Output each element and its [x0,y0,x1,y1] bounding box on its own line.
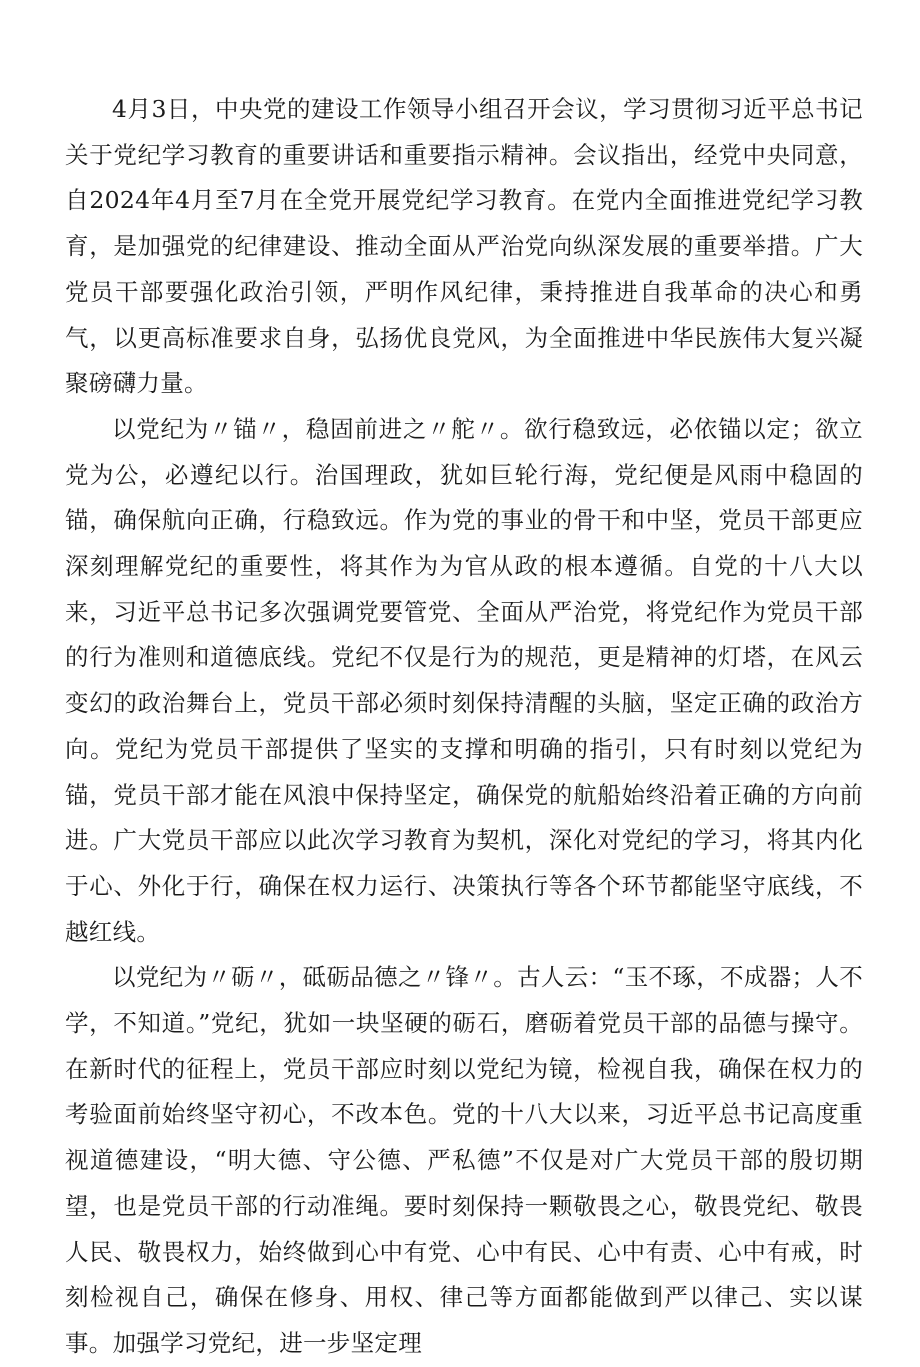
paragraph-3: 以党纪为〃砺〃，砥砺品德之〃锋〃。古人云：“玉不琢，不成器；人不学，不知道。”党纪，犹如一块坚硬的砺石，磨砺着党员干部的品德与操守。在新时代的征程上，党员干部应时刻以党纪为镜，检视自我，确保在权力的考验面前始终坚守初心，不改本色。党的十八大以来，习近平总书记高度重视道德建设，“明大德、守公德、严私德”不仅是对广大党员干部的殷切期望，也是党员干部的行动准绳。要时刻保持一颗敬畏之心，敬畏党纪、敬畏人民、敬畏权力，始终做到心中有党、心中有民、心中有责、心中有戒，时刻检视自己，确保在修身、用权、律己等方面都能做到严以律己、实以谋事。加强学习党纪，进一步坚定理 [65,963,863,1357]
paragraph-1: 4月3日，中央党的建设工作领导小组召开会议，学习贯彻习近平总书记关于党纪学习教育的重要讲话和重要指示精神。会议指出，经党中央同意，自2024年4月至7月在全党开展党纪学习教育。在党内全面推进党纪学习教育，是加强党的纪律建设、推动全面从严治党向纵深发展的重要举措。广大党员干部要强化政治引领，严明作风纪律，秉持推进自我革命的决心和勇气，以更高标准要求自身，弘扬优良党风，为全面推进中华民族伟大复兴凝聚磅礴力量。 [65,95,863,398]
article-body [65,87,863,1367]
paragraph-2: 以党纪为〃锚〃，稳固前进之〃舵〃。欲行稳致远，必依锚以定；欲立党为公，必遵纪以行。治国理政，犹如巨轮行海，党纪便是风雨中稳固的锚，确保航向正确，行稳致远。作为党的事业的骨干和中坚，党员干部更应深刻理解党纪的重要性，将其作为为官从政的根本遵循。自党的十八大以来，习近平总书记多次强调党要管党、全面从严治党，将党纪作为党员干部的行为准则和道德底线。党纪不仅是行为的规范，更是精神的灯塔，在风云变幻的政治舞台上，党员干部必须时刻保持清醒的头脑，坚定正确的政治方向。党纪为党员干部提供了坚实的支撑和明确的指引，只有时刻以党纪为锚，党员干部才能在风浪中保持坚定，确保党的航船始终沿着正确的方向前进。广大党员干部应以此次学习教育为契机，深化对党纪的学习，将其内化于心、外化于行，确保在权力运行、决策执行等各个环节都能坚守底线，不越红线。 [65,414,863,946]
